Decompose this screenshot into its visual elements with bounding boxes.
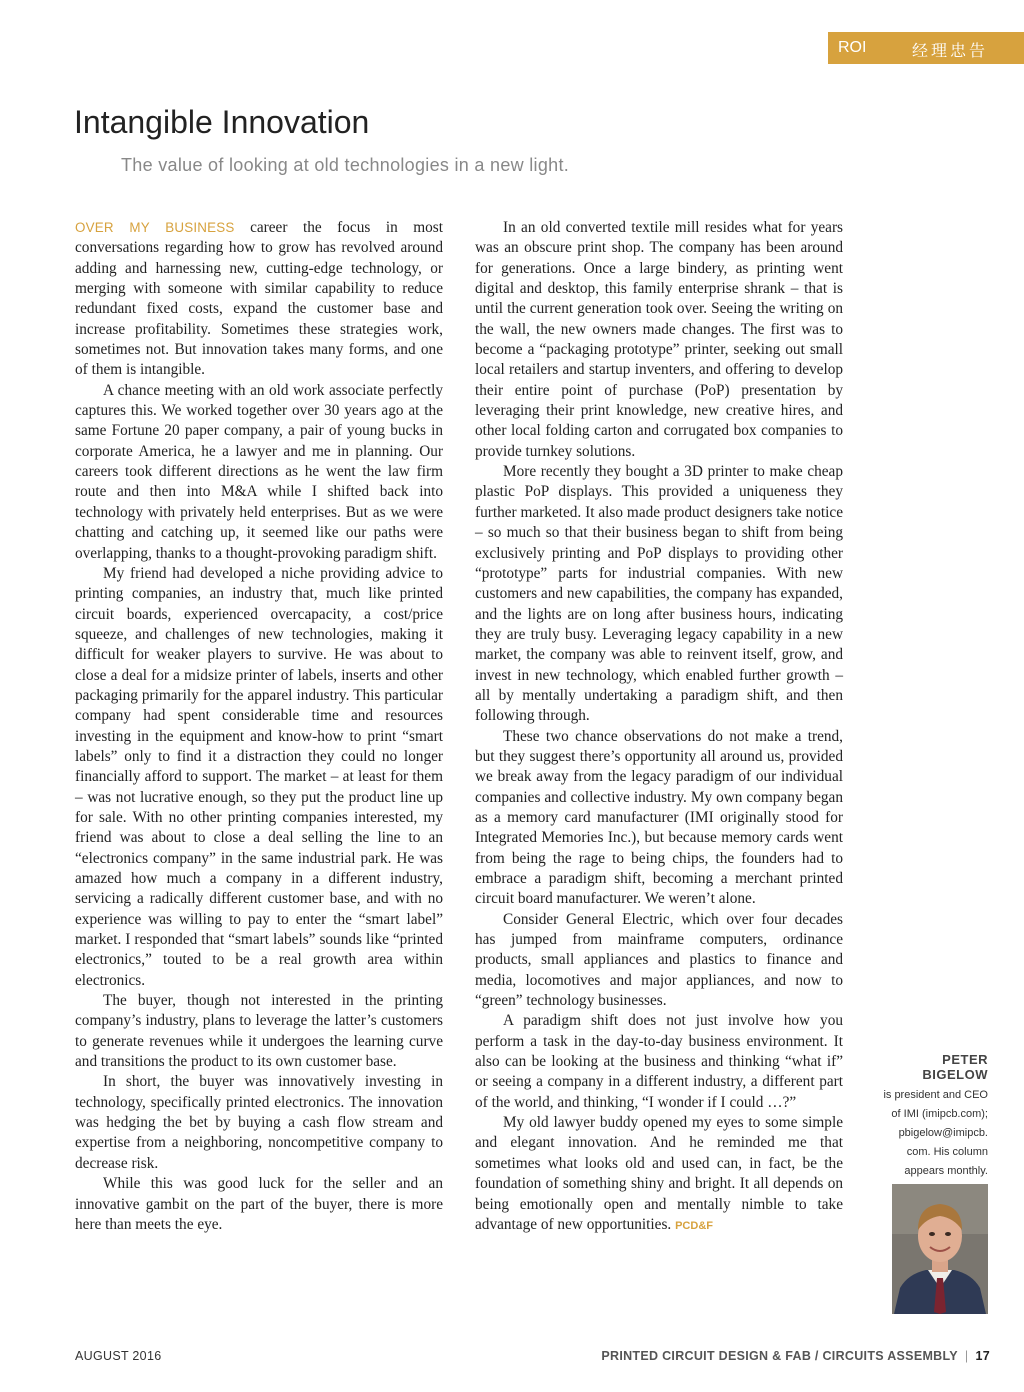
bio-line: appears monthly. <box>904 1165 988 1177</box>
paragraph: A chance meeting with an old work associate perfectly captures this. We worked together over 30 years ago at the same Fortune 20 paper company, a pair of young bucks in corporate America, he a lawyer and me in planning. Our careers took different directions as he went the law firm route and then into M&A while I shifted back into technology with privately held enterprises. But as we were chatting and catching up, it seemed like our paths were overlapping, thanks to a thought-provoking paradigm shift. <box>75 381 443 562</box>
paragraph <box>75 218 443 381</box>
author-photo <box>892 1184 988 1314</box>
paragraph <box>475 1113 843 1236</box>
article-title: Intangible Innovation <box>74 104 370 140</box>
publication-name: PRINTED CIRCUIT DESIGN & FAB / CIRCUITS ASSEMBLY <box>601 1349 958 1363</box>
footer-separator: | <box>964 1349 969 1363</box>
section-tab <box>828 32 1024 64</box>
paragraph: In short, the buyer was innovatively investing in technology, specifically printed electronics. The innovation was hedging the bet by buying a cash flow stream and expertise from a neighboring, noncompetitive company to decrease risk. <box>75 1073 443 1172</box>
end-signature: PCD&F <box>675 1219 713 1232</box>
paragraph: In an old converted textile mill resides what for years was an obscure print shop. The company has been around for generations. Once a large bindery, as printing went digital and desktop, this family enterprise shrank – that is until the current generation took over. Seeing the writing on the wall, the new owners made changes. The first was to become a “packaging prototype” printer, seeking out small local retailers and startup inventers, and offering to develop their entire point of purchase (PoP) presentation by leveraging their print knowledge, new creative hires, and other local folding carton and corrugated box companies to provide turnkey solutions. <box>475 219 843 460</box>
paragraph-text: career the focus in most conversations regarding how to grow has revolved around adding and harnessing new, cutting-edge technology, or merging with someone with similar capability to reduce redundant fixed costs, expand the customer base and increase profitability. Sometimes these strategies work, sometimes not. But innovation takes many forms, and one of them is intangible. <box>75 219 444 379</box>
author-name: PETER BIGELOW <box>922 1052 988 1082</box>
page-number: 17 <box>975 1349 990 1363</box>
issue-date: AUGUST 2016 <box>75 1349 162 1363</box>
paragraph: My friend had developed a niche providing advice to printing companies, an industry that, much like printed circuit boards, experienced overcapacity, a cost/price squeeze, and challenges of new technologies, making it difficult for weaker players to survive. He was about to close a deal for a midsize printer of labels, inserts and other packaging primarily for the apparel industry. This particular company had spent considerable time and resources investing in the equipment and know-how to print “smart labels” only to find it a distraction they could no longer financially afford to support. The market – at least for them – was not lucrative enough, so they put the product line up for sale. With no other printing companies interested, my friend was about to close a deal selling the line to an “electronics company” in the same industrial park. He was amazed how much a company in a different industry, servicing a radically different customer base, and with no experience was willing to pay to enter the “smart label” market. I responded that “smart labels” sounds like “printed electronics,” touted to be a real growth area within electronics. <box>75 564 443 989</box>
bio-line: com. His column <box>906 1146 988 1158</box>
bio-line: pbigelow@imipcb. <box>898 1127 988 1139</box>
article-subtitle: The value of looking at old technologies in a new light. <box>121 155 570 175</box>
section-label-chinese: 经理忠告 <box>912 41 989 60</box>
paragraph: While this was good luck for the seller and an innovative gambit on the part of the buyer, there is more here than meets the eye. <box>75 1175 443 1233</box>
bio-line: is president and CEO <box>883 1089 988 1101</box>
author-bio-text <box>876 1086 988 1181</box>
left-column <box>75 218 443 1235</box>
paragraph: Consider General Electric, which over four decades has jumped from mainframe computers, ordinance products, small appliances and plastics to finance and media, locomotives and major appliances, and now to “green” technology businesses. <box>475 910 843 1010</box>
page-footer <box>601 1349 990 1363</box>
paragraph: The buyer, though not interested in the printing company’s industry, plans to leverage the latter’s customers to generate revenues while it undergoes the learning curve and transitions the product to its own customer base. <box>75 992 443 1071</box>
paragraph: A paradigm shift does not just involve how you perform a task in the day-to-day business environment. It also can be looking at the business and thinking “what if” or seeing a company in a different industry, a different part of the world, and thinking, “I wonder if I could …?” <box>475 1012 843 1111</box>
paragraph: More recently they bought a 3D printer to make cheap plastic PoP displays. This provided a uniqueness they further marketed. It also made product designers take notice – so much so that their business began to shift from being exclusively printing and PoP displays to providing other “prototype” parts for industrial companies. With new customers and new capabilities, the company has expanded, and the lights are on long after business hours, indicating they are truly busy. Leveraging legacy capability in a new market, the company was able to reinvent itself, grow, and invest in new technology, which enabled further growth – all by mentally undertaking a paradigm shift, and then following through. <box>475 463 843 725</box>
right-column <box>475 218 843 1236</box>
paragraph: These two chance observations do not make a trend, but they suggest there’s opportunity all around us, provided we break away from the legacy paradigm of our individual companies and collective industry. My own company began as a memory card manufacturer (IMI originally stood for Integrated Memories Inc.), but because memory cards went from being the rage to being chips, the founders had to embrace a paradigm shift, becoming a merchant printed circuit board manufacturer. We weren’t alone. <box>475 727 843 908</box>
author-bio <box>876 1052 988 1181</box>
lead-in: OVER MY BUSINESS <box>75 220 235 235</box>
bio-line: of IMI (imipcb.com); <box>891 1108 988 1120</box>
author-portrait-image <box>892 1184 988 1314</box>
paragraph-text: My old lawyer buddy opened my eyes to some simple and elegant innovation. And he reminded me that sometimes what looks old and used can, in fact, be the foundation of something shiny and bright. It all depends on being emotionally open and mentally nimble to take advantage of new opportunities. <box>475 1114 843 1233</box>
section-label: ROI <box>838 39 867 56</box>
